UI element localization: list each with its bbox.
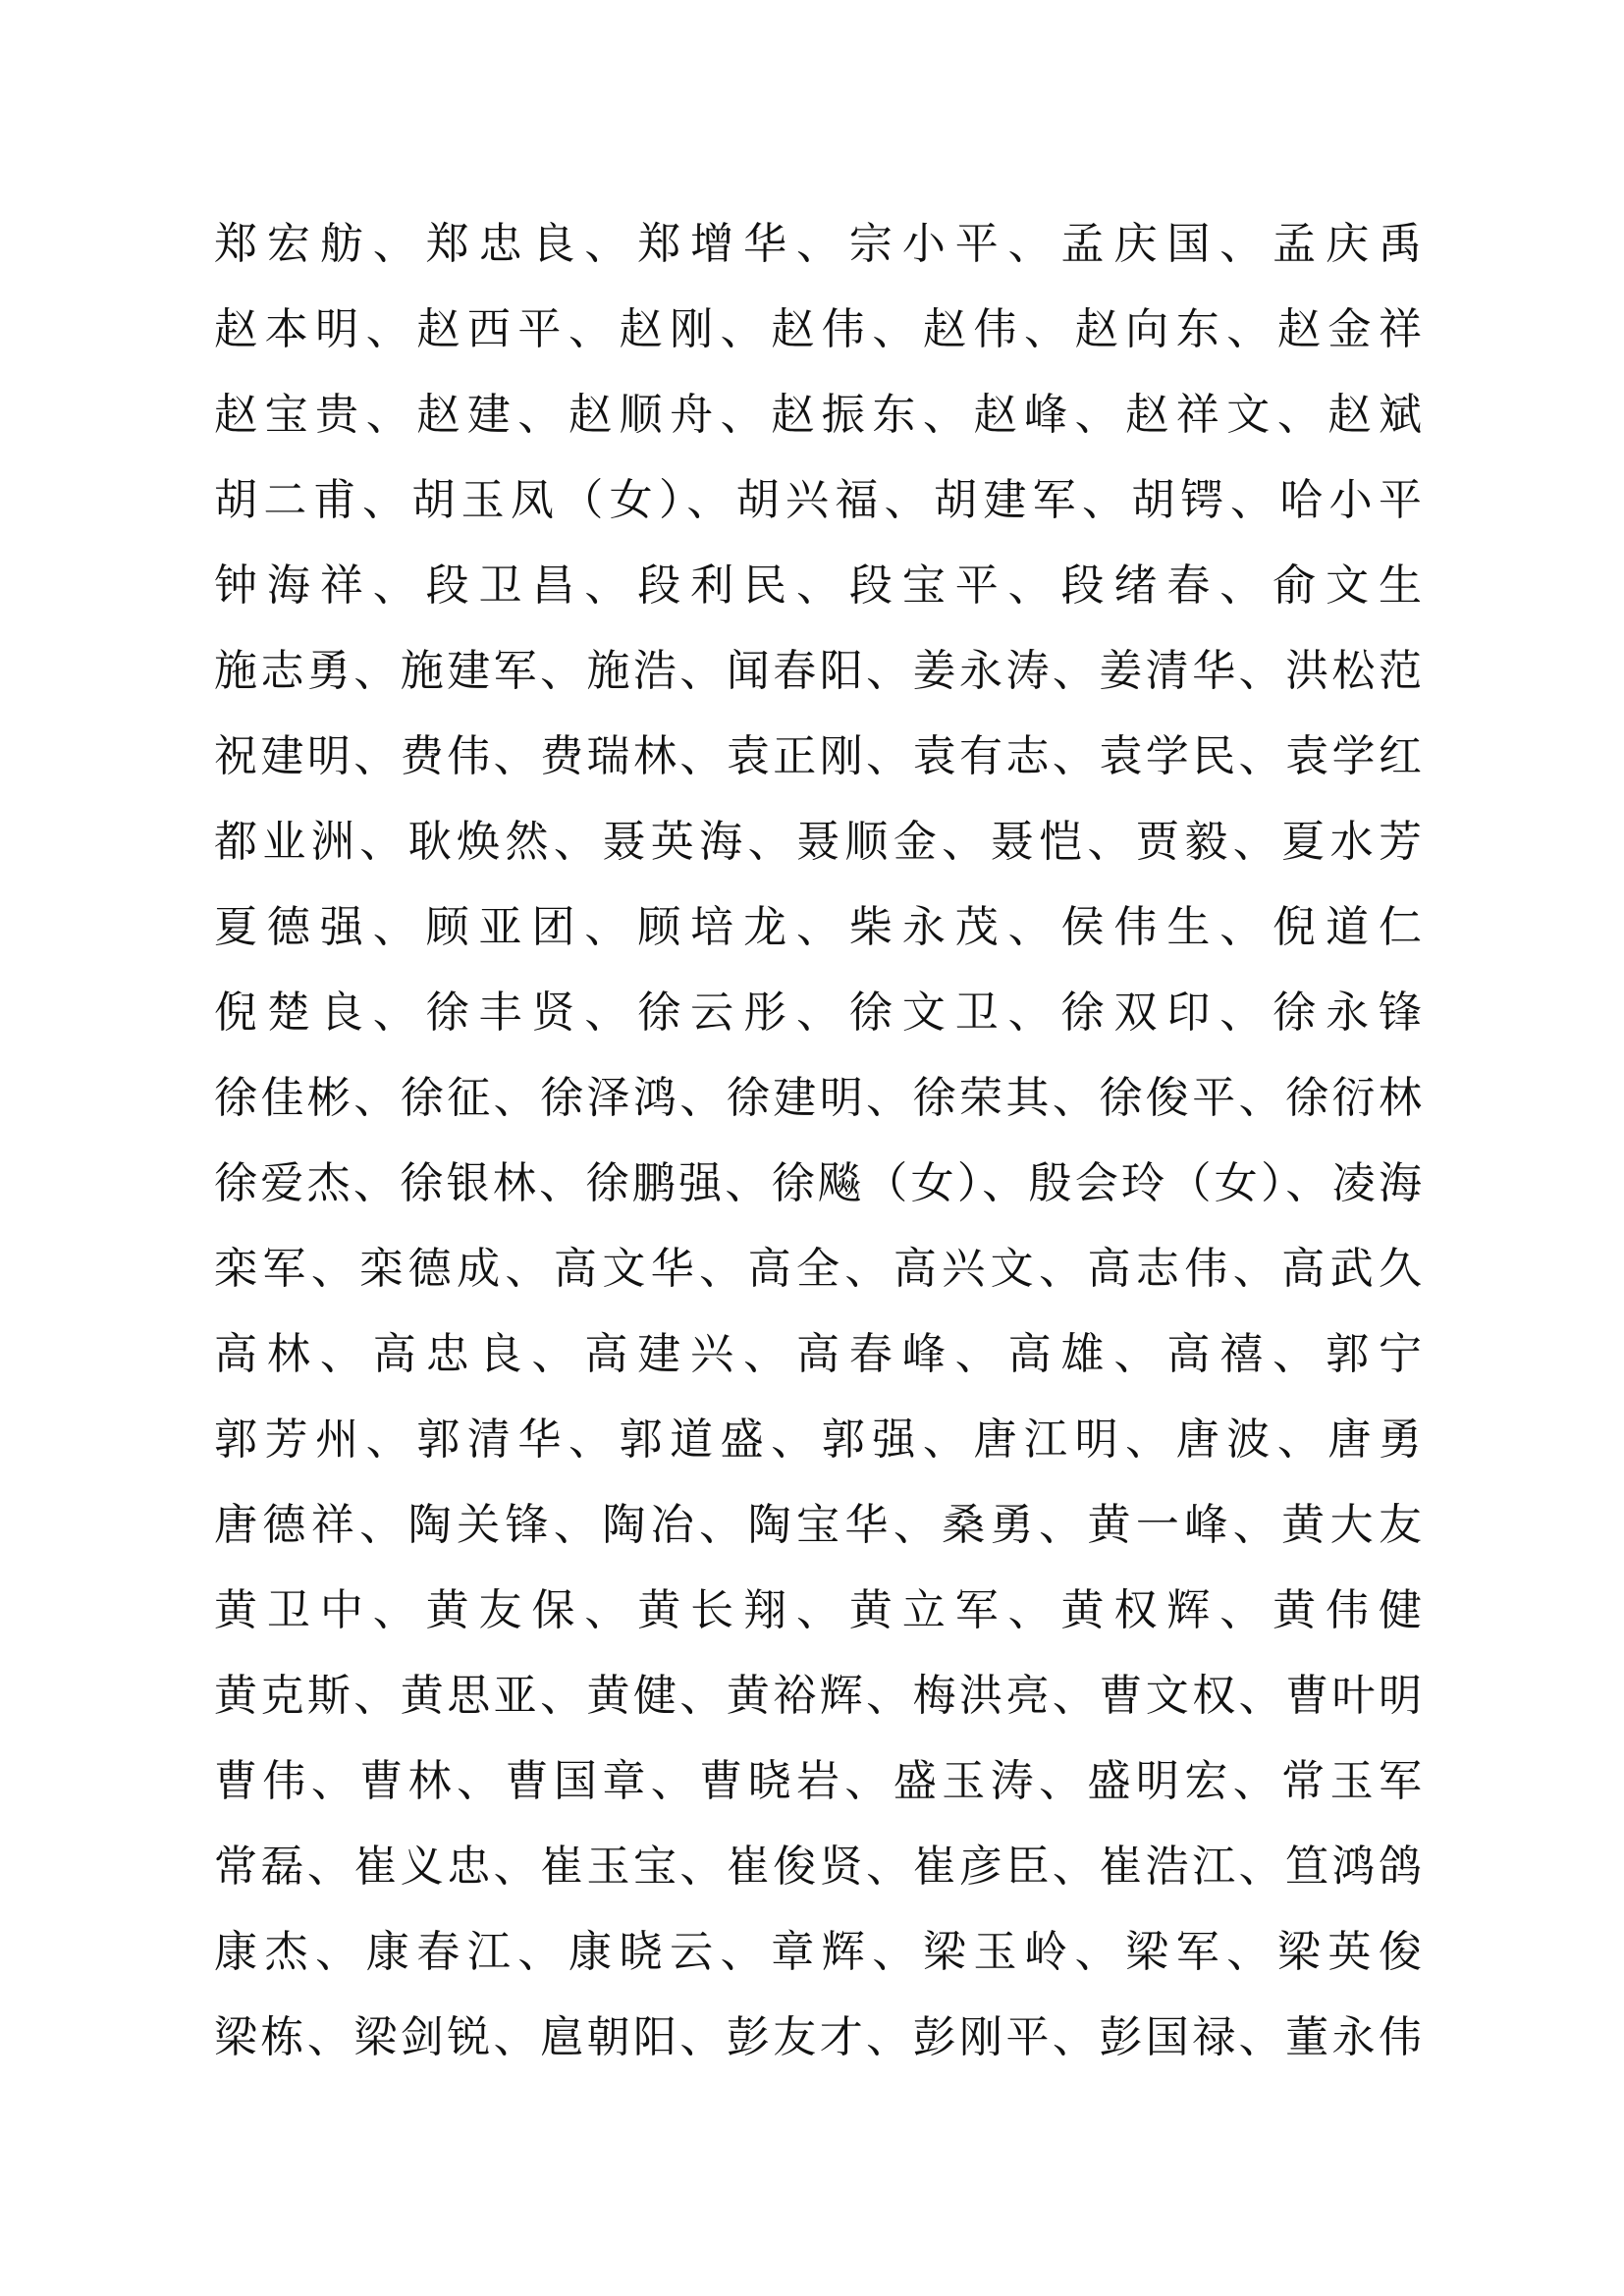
- name-line-21: 康杰、康春江、康晓云、章辉、梁玉岭、梁军、梁英俊: [214, 1927, 1422, 1977]
- name-line-11: 徐佳彬、徐征、徐泽鸿、徐建明、徐荣其、徐俊平、徐衍林: [214, 1073, 1422, 1123]
- name-line-10: 倪楚良、徐丰贤、徐云彤、徐文卫、徐双印、徐永锋: [214, 988, 1422, 1038]
- name-line-3: 赵宝贵、赵建、赵顺舟、赵振东、赵峰、赵祥文、赵斌: [214, 390, 1422, 440]
- name-line-16: 唐德祥、陶关锋、陶冶、陶宝华、桑勇、黄一峰、黄大友: [214, 1500, 1422, 1550]
- name-line-9: 夏德强、顾亚团、顾培龙、柴永茂、侯伟生、倪道仁: [214, 902, 1422, 952]
- name-line-2: 赵本明、赵西平、赵刚、赵伟、赵伟、赵向东、赵金祥: [214, 304, 1422, 354]
- name-line-8: 都业洲、耿焕然、聂英海、聂顺金、聂恺、贾毅、夏水芳: [214, 817, 1422, 867]
- name-line-17: 黄卫中、黄友保、黄长翔、黄立军、黄权辉、黄伟健: [214, 1585, 1422, 1635]
- name-line-20: 常磊、崔义忠、崔玉宝、崔俊贤、崔彦臣、崔浩江、笪鸿鸽: [214, 1842, 1422, 1892]
- name-line-15: 郭芳州、郭清华、郭道盛、郭强、唐江明、唐波、唐勇: [214, 1415, 1422, 1465]
- name-line-22: 梁栋、梁剑锐、扈朝阳、彭友才、彭刚平、彭国禄、董永伟: [214, 2012, 1422, 2062]
- name-line-4: 胡二甫、胡玉凤（女）、胡兴福、胡建军、胡锷、哈小平: [214, 475, 1422, 525]
- name-line-19: 曹伟、曹林、曹国章、曹晓岩、盛玉涛、盛明宏、常玉军: [214, 1756, 1422, 1806]
- name-line-1: 郑宏舫、郑忠良、郑增华、宗小平、孟庆国、孟庆禹: [214, 219, 1422, 269]
- name-list: [214, 201, 1422, 2080]
- name-line-18: 黄克斯、黄思亚、黄健、黄裕辉、梅洪亮、曹文权、曹叶明: [214, 1671, 1422, 1721]
- name-line-5: 钟海祥、段卫昌、段利民、段宝平、段绪春、俞文生: [214, 561, 1422, 611]
- name-line-6: 施志勇、施建军、施浩、闻春阳、姜永涛、姜清华、洪松范: [214, 646, 1422, 696]
- name-line-12: 徐爱杰、徐银林、徐鹏强、徐飚（女）、殷会玲（女）、凌海: [214, 1158, 1422, 1208]
- name-line-13: 栾军、栾德成、高文华、高全、高兴文、高志伟、高武久: [214, 1244, 1422, 1294]
- name-line-14: 高林、高忠良、高建兴、高春峰、高雄、高禧、郭宁: [214, 1329, 1422, 1379]
- name-line-7: 祝建明、费伟、费瑞林、袁正刚、袁有志、袁学民、袁学红: [214, 731, 1422, 781]
